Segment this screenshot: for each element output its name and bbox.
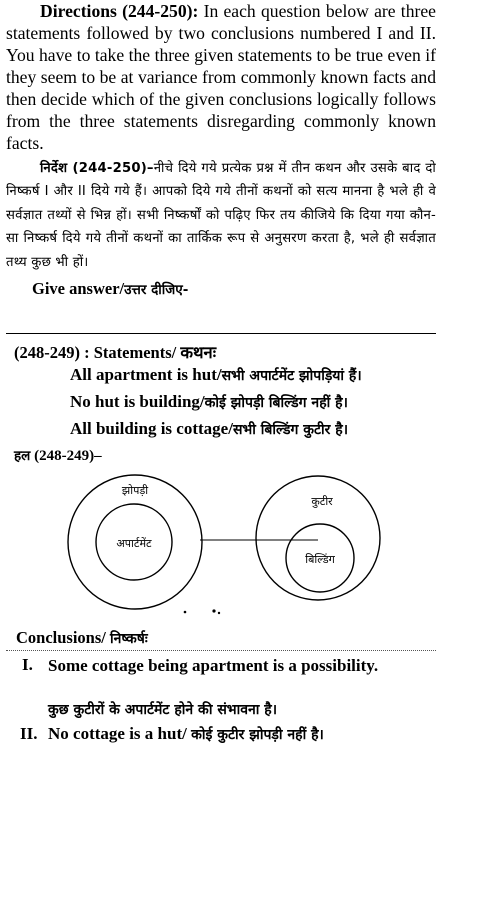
conclusion-2-en: No cottage is a hut/ [48,724,192,743]
conclusion-2-number: II. [20,724,38,743]
building-label: बिल्डिंग [305,553,335,566]
conclusions-heading-hi: निष्कर्षः [110,631,148,647]
statements-heading-en: (248-249) : Statements/ [14,343,181,362]
apartment-label: अपार्टमेंट [116,537,152,550]
statement-1-en: All apartment is hut/ [70,365,222,384]
conclusion-1-en: Some cottage being apartment is a possibility. [48,656,379,675]
statement-2-hi: कोई झोपड़ी बिल्डिंग नहीं है। [204,395,348,411]
solution-label-hi: हल [14,448,31,464]
statement-3-en: All building is cottage/ [70,419,233,438]
statement-1-hi: सभी अपार्टमेंट झोपड़ियां हैं। [221,368,362,384]
statement-2-en: No hut is building/ [70,392,205,411]
conclusions-heading [16,628,148,648]
conclusion-2 [48,724,324,744]
conclusion-1-hi-text: कुछ कुटीरों के अपार्टमेंट होने की संभावना है। [48,702,278,718]
stray-marks [184,609,221,614]
cottage-label: कुटीर [311,495,333,508]
directions-text: In each question below are three statements followed by two conclusions numbered I and II. You have to take the three given statements to be true even if they seem to be at variance from commonly known facts and then decide which of the given conclusions logically follows from the three statements disregarding commonly known facts. [6,1,436,153]
conclusion-2-hi: कोई कुटीर झोपड़ी नहीं है। [191,727,324,743]
statement-3-hi: सभी बिल्डिंग कुटीर है। [232,422,349,438]
conclusions-heading-en: Conclusions/ [16,628,110,647]
dotted-divider [6,650,436,651]
hut-label: झोपड़ी [121,484,149,497]
directions-hindi-label: निर्देश (244-250)– [40,161,154,176]
conclusion-1-hi [48,699,277,719]
give-answer-en: Give answer/ [32,279,125,299]
solution-label-num: (248-249)– [30,448,102,464]
give-answer-hi: उत्तर दीजिए- [124,282,189,299]
directions-label: Directions (244-250): [40,1,199,21]
directions-hindi-text: नीचे दिये गये प्रत्येक प्रश्न में तीन कथन और उसके बाद दो निष्कर्ष I और II दिये गये हैं। आपको दिये गये तीनों कथनों को सत्य मानना है भले ही वे सर्वज्ञात तथ्यों से भिन्न हों। सभी निष्कर्षों को पढ़िए फिर तय कीजिये कि दिया गया कौन-सा निष्कर्ष दिये गये तीनों कथनों का तार्किक रूप से अनुसरण करता है, भले ही सर्वज्ञात तथ्य कुछ भी हों। [6,161,436,270]
conclusion-1-number: I. [22,655,33,674]
statements-heading-hi: कथनः [180,343,217,362]
